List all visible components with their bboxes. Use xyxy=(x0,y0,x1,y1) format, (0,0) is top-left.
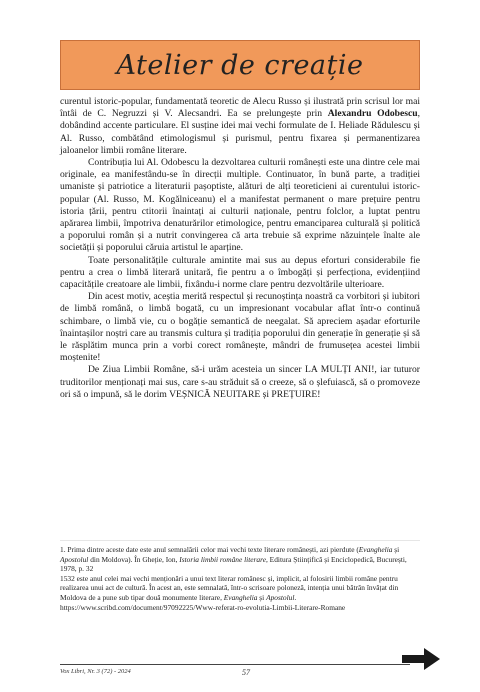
footnote-1 xyxy=(60,545,420,574)
page-title: Atelier de creație xyxy=(116,49,364,81)
journal-reference: Vox Libri, Nr. 3 (72) - 2024 xyxy=(60,668,131,675)
footnote-2-italic-2: Apostolul xyxy=(266,592,295,602)
paragraph-2: Contribuția lui Al. Odobescu la dezvoltarea culturii românești este una dintre cele mai originale, ea manifestându-se în direcții multiple. Continuator, în bună parte, a tradiției umaniste și patriotice a literaturii pașoptiste, alături de alți teoreticieni ai curentului istoric-popular (Al. Russo, M. Kogălniceanu) el a manifestat permanent o mare prețuire pentru istoria țării, pentru ctitorii înaintați ai culturii naționale, pentru folclor, a luptat pentru apărarea limbii, împotriva denaturărilor etimologice, pentru emanciparea culturală și politică a poporului român și a nutrit convingerea că arta trebuie să exprime năzuințele înalte ale societății și poporului căruia artistul le aparține. xyxy=(60,157,420,254)
footnote-1-italic-3: Istoria limbii române literare xyxy=(179,554,266,564)
footnote-1-text-c: din Moldova). În Gheție, Ion, xyxy=(88,554,180,564)
footnote-1-italic-1: Evanghelia xyxy=(358,545,393,554)
footnote-1-text-b: și xyxy=(392,545,400,554)
paragraph-4: Din acest motiv, aceștia merită respectul și recunoștința noastră ca vorbitori și iubitori de limbă română, o limbă bogată, cu un impresionant vocabular aflat într-o continuă schimbare, o limbă vie, cu o bogăție semantică de neegalat. Să apreciem așadar eforturile înaintașilor noștri care au transmis cultura și tradiția poporului din generație în generație și să le răsplătim munca prin a vorbi corect românește, mândri de frumusețea acestei limbii moștenite! xyxy=(60,291,420,364)
footnote-2-italic-1: Evanghelia xyxy=(223,592,258,602)
footnote-2-text-a: 1532 este anul celei mai vechi menționări a unui text literar românesc și, implicit, al folosirii limbii române pentru realizarea unui act de cultură. În acest an, este semnalată, într-o scrisoare poloneză, intenția unui bătrân învățat din Moldova de a pune sub tipar două monumente literare, xyxy=(60,573,399,602)
footer-divider xyxy=(60,664,410,665)
footnote-1-text-d: , Editura Științifică și Enciclopedică, București, 1978, p. 32 xyxy=(60,554,407,574)
right-arrow-icon[interactable] xyxy=(402,648,440,670)
paragraph-1-text-b: , dobândind accente particulare. El susține idei mai vechi formulate de I. Heliade Rădulescu și Al. Russo, combătând etimologismul și purismul, pentru fixarea și permanentizarea jaloanelor limbii române literare. xyxy=(60,108,420,156)
page-number: 57 xyxy=(242,668,250,677)
footnote-1-italic-2: Apostolul xyxy=(60,554,89,564)
footnote-1-text-a: 1. Prima dintre aceste date este anul semnalării celor mai vechi texte literare românești, azi pierdute ( xyxy=(60,545,359,554)
footnote-divider xyxy=(60,540,420,541)
paragraph-3: Toate personalitățile culturale amintite mai sus au depus eforturi considerabile fie pentru a crea o limbă literară unitară, fie pentru a o îmbogăți și perfecționa, evidențiind capacitățile creatoare ale limbii, fixându-i norme clare pentru dezvoltările ulterioare. xyxy=(60,254,420,291)
footnote-2 xyxy=(60,574,420,603)
article-body xyxy=(60,96,420,401)
paragraph-5: De Ziua Limbii Române, să-i urăm acesteia un sincer LA MULȚI ANI!, iar tuturor truditorilor menționați mai sus, care s-au străduit să o creeze, să o șlefuiască, să o promoveze ori să o impună, să le dorim VEȘNICĂ NEUITARE și PREȚUIRE! xyxy=(60,364,420,400)
footnote-2-text-b: și xyxy=(257,592,267,602)
paragraph-1 xyxy=(60,96,420,157)
paragraph-1-text-a: curentul istoric-popular, fundamentată teoretic de Alecu Russo și ilustrată prin scrisul lor mai întâi de C. Negruzzi și V. Alecsandri. Ea se prelungește prin xyxy=(60,96,420,120)
footnotes xyxy=(60,545,420,612)
header-banner xyxy=(60,40,420,90)
footnote-2-text-c: . xyxy=(294,592,297,602)
author-name: Alexandru Odobescu xyxy=(327,108,418,120)
source-url[interactable]: https://www.scribd.com/document/97092225/Www-referat-ro-evolutia-Limbii-Literare-Romane xyxy=(60,602,346,612)
